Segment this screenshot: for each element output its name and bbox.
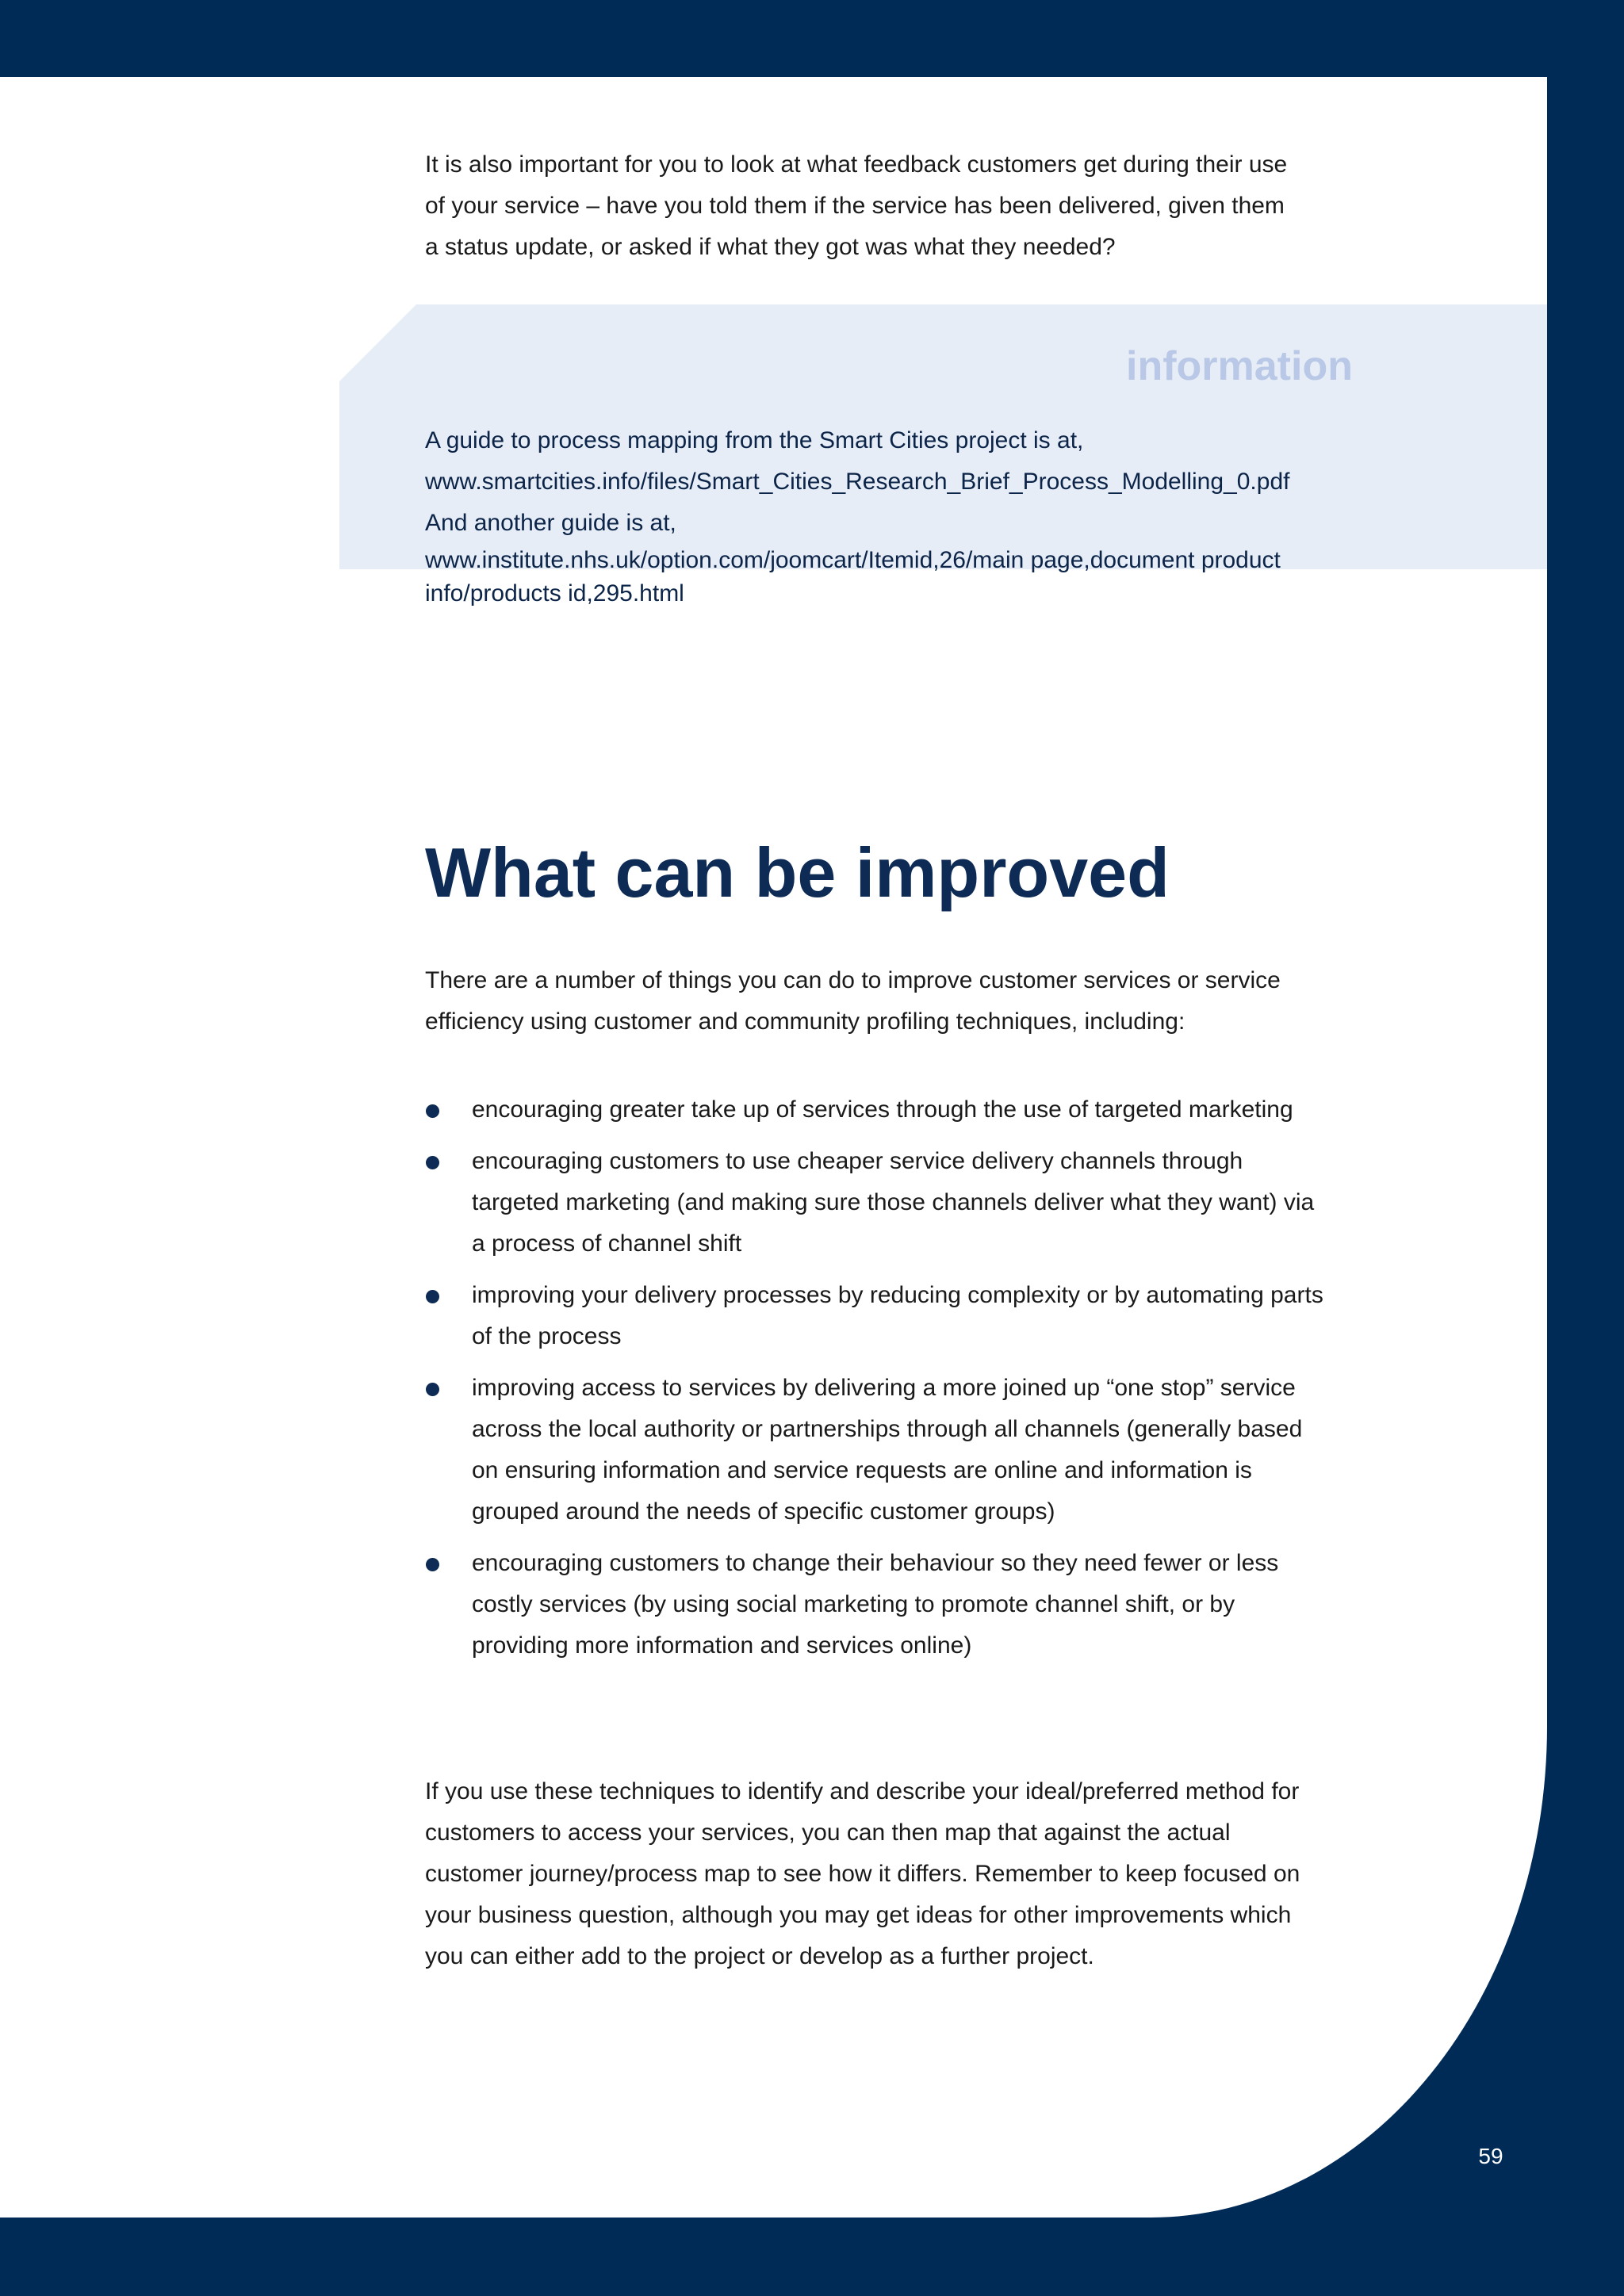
list-item (425, 1275, 1329, 1357)
bullet-icon (426, 1156, 439, 1169)
information-box-text (425, 420, 1377, 610)
info-link[interactable]: www.smartcities.info/files/Smart_Cities_Research_Brief_Process_Modelling_0.pdf (425, 469, 1290, 495)
bullet-icon (426, 1383, 439, 1396)
closing-paragraph: If you use these techniques to identify and describe your ideal/preferred method for customers to access your services, you can then map that against the actual customer journey/process map to see how it differs. Remember to keep focused on your business question, although you may get ideas for other improvements which you can either add to the project or develop as a further project. (425, 1778, 1300, 1969)
improvement-list (425, 1089, 1329, 1677)
list-item-text: encouraging greater take up of services through the use of targeted marketing (472, 1096, 1293, 1123)
section-heading: What can be improved (425, 833, 1170, 912)
info-line: A guide to process mapping from the Smart Cities project is at, (425, 427, 1084, 453)
information-label: information (1126, 343, 1353, 389)
list-item-text: encouraging customers to use cheaper service delivery channels through targeted marketing (and making sure those channels deliver what they want) via a process of channel shift (472, 1148, 1315, 1257)
list-item (425, 1368, 1329, 1533)
page-number: 59 (1478, 2144, 1503, 2168)
info-link[interactable]: www.institute.nhs.uk/option.com/joomcart/Itemid,26/main page,document product info/products id,295.html (425, 547, 1281, 607)
info-line: And another guide is at, (425, 510, 676, 536)
list-item (425, 1089, 1329, 1131)
list-item-text: encouraging customers to change their behaviour so they need fewer or less costly services (by using social marketing to promote channel shift, or by providing more information and services online) (472, 1550, 1279, 1659)
list-item (425, 1543, 1329, 1667)
list-item (425, 1141, 1329, 1265)
list-item-text: improving access to services by delivering a more joined up “one stop” service across the local authority or partnerships through all channels (generally based on ensuring information and service requests are online and information is grouped around the needs of specific customer groups) (472, 1375, 1303, 1525)
bullet-icon (426, 1558, 439, 1571)
section-lead-paragraph: There are a number of things you can do to improve customer services or service efficiency using customer and community profiling techniques, including: (425, 967, 1281, 1035)
bullet-icon (426, 1104, 439, 1118)
list-item-text: improving your delivery processes by reducing complexity or by automating parts of the process (472, 1282, 1323, 1349)
bullet-icon (426, 1290, 439, 1303)
intro-paragraph: It is also important for you to look at what feedback customers get during their use of your service – have you told them if the service has been delivered, given them a status update, or asked if what they got was what they needed? (425, 151, 1288, 260)
